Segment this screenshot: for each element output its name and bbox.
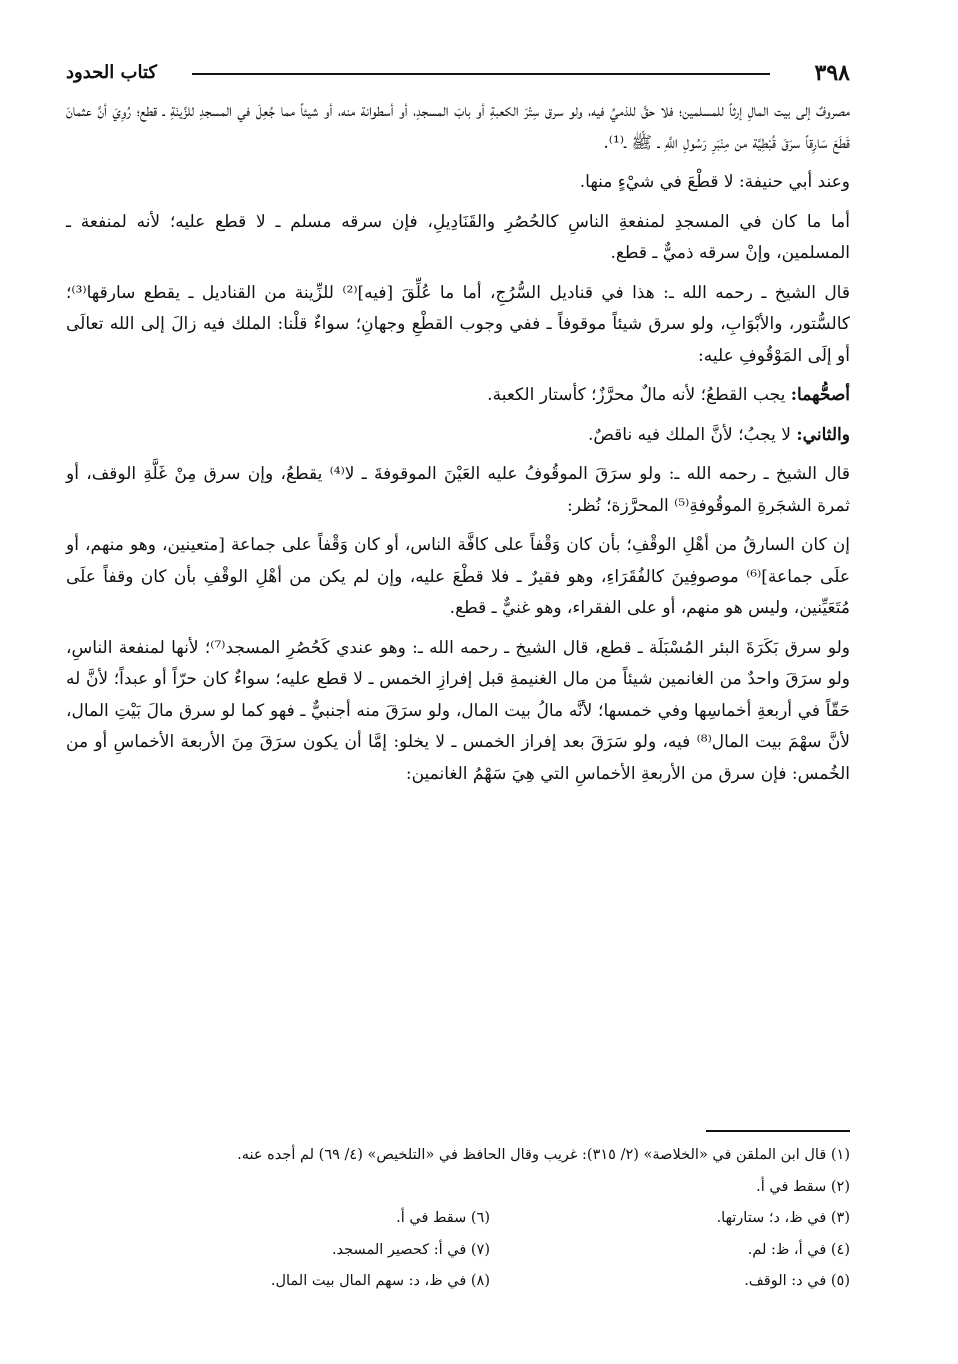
paragraph: قال الشيخ ـ رحمه الله ـ: ولو سرَقَ الموقُوفُ عليه العَيْنَ الموقوفةَ ـ لا⁽⁴⁾ يقطعُ، وإن سرق مِنْ غَلَّةِ الوقف، أو ثمرة الشجَرةِ الموقُوفةِ⁽⁵⁾ المحرَّزة؛ نُظر: xyxy=(66,464,850,516)
running-title: كتاب الحدود xyxy=(66,62,157,83)
opinion-paragraph xyxy=(66,420,850,452)
footnote: (٨) في ظ، د: سهم المال بيت المال. xyxy=(270,1273,490,1289)
footnote: (٣) في ظ، د؛ ستارتها. xyxy=(716,1210,850,1226)
opinion-lead: أصحُّهما: xyxy=(790,385,850,405)
footnote: (٦) سقط في أ. xyxy=(396,1210,490,1226)
opinion-text: لا يجبُ؛ لأنَّ الملك فيه ناقصٌ. xyxy=(587,424,797,445)
footnote-separator xyxy=(706,1130,850,1132)
header-rule xyxy=(192,73,770,75)
paragraph: مصروفٌ إلى بيت المالِ إرثاً للمسلمين؛ فلا حقَّ للذميِّ فيه، ولو سرق سِتْرَ الكعبةِ أو بابَ المسجدِ، أو أسطوانة منه، أو شيئاً مما جُعِلَ في المسجدِ للزِّينَةِ ـ قطع؛ رُوِيَ أنَّ عثمانَ قَطَعَ سَارِقاً سرَقَ قُبْطِيَّة من مِنْبَرِ رَسُولِ اللَّهِ ـ ﷺ ـ⁽¹⁾. xyxy=(66,101,850,153)
paragraph: وعند أبي حنيفة: لا قطْعَ في شيْءٍ منها. xyxy=(579,172,850,192)
paragraph: إن كان السارقُ من أهْلِ الوقْفِ؛ بأن كان وَقْفاً على كافَّة الناس، أو كان وَقْفاً على جماعة [متعينين، وهو منهم، أو علَى جماعة]⁽⁶⁾ موصوفِينَ كالفُقَرَاءِ، وهو فقيرٌ ـ فلا قطْعَ عليه، وإن لم يكن من أهْلِ الوقْفِ بأن كان وقفاً علَى مُتَعَيِّنين، وليس هو منهم، أو على الفقراء، وهو غنيٌّ ـ قطع. xyxy=(66,535,850,618)
opinion-text: يجب القطعُ؛ لأنه مالٌ محرَّزٌ؛ كأستار الكعبة. xyxy=(487,385,791,405)
footnotes xyxy=(96,1140,850,1298)
main-text xyxy=(66,96,850,798)
footnote-row xyxy=(96,1235,850,1267)
paragraph: أما ما كان في المسجدِ لمنفعةِ الناسِ كالحُصُرِ والقَنَادِيلِ، فإن سرقه مسلم ـ لا قطع عليه؛ لأنه لمنفعة ـ المسلمين، وإنْ سرقه ذميٌّ ـ قطع. xyxy=(66,211,850,263)
paragraph: قال الشيخ ـ رحمه الله ـ: هذا في قناديل السُّرُجِ، أما ما عُلِّقَ [فيه]⁽²⁾ للزِّينة من القناديل ـ يقطع سارقها⁽³⁾؛ كالسُّتور، والأبْوَابِ، ولو سرق شيئاً موقوفاً ـ ففي وجوب القطْعِ وجهانِ؛ سواءٌ قلْنا: الملك فيه زالَ إلى الله تعالَى أو إلَى المَوْقُوفِ عليه: xyxy=(66,282,850,366)
footnote-row xyxy=(96,1266,850,1298)
page-number: ٣٩٨ xyxy=(814,60,850,86)
footnote: (٧) في أ: كحصير المسجد. xyxy=(331,1241,490,1258)
paragraph: ولو سرق بَكَرَةَ البئر المُسْبَلَة ـ قطع، قال الشيخ ـ رحمه الله ـ: وهو عندي كَحُصُرِ المسجد⁽⁷⁾؛ لأنها لمنفعة الناسِ، ولو سرَقَ واحدٌ من الغانمين شيئاً من مال الغنيمةِ قبل إفرازِ الخمس ـ لا قطع عليه؛ سواءٌ كان حرّاً أو عبداً؛ لأنَّ له حَقّاً في أربعةِ أخماسِها وفي خمسها؛ لأنَّه مالُ بيت المال، ولو سرَقَ منه أجنبيٌّ ـ فهو كما لو سرق مالَ بَيْتِ المال، لأنَّ سهْمَ بيت المال⁽⁸⁾ فيه، ولو سَرَقَ بعد إفراز الخمس ـ لا يخلو: إمَّا أن يكون سرَقَ مِنَ الأربعة الأخماسِ أو من الخُمس: فإن سرق من الأربعةِ الأخماسِ التي هِيَ سَهْمُ الغانمين: xyxy=(66,637,850,784)
footnote: (٤) في أ، ظ: لم. xyxy=(747,1241,850,1258)
footnote: (١) قال ابن الملقن في «الخلاصة» (٢/ ٣١٥): غريب وقال الحافظ في «التلخيص» (٤/ ٦٩) لم أجده عنه. xyxy=(237,1147,850,1163)
opinion-lead: والثاني: xyxy=(796,424,850,445)
footnote: (٥) في د: الوقف. xyxy=(744,1273,850,1289)
footnote: (٢) سقط في أ. xyxy=(756,1178,850,1195)
page-header xyxy=(66,56,850,90)
opinion-paragraph xyxy=(66,380,850,412)
footnote-row xyxy=(96,1203,850,1235)
